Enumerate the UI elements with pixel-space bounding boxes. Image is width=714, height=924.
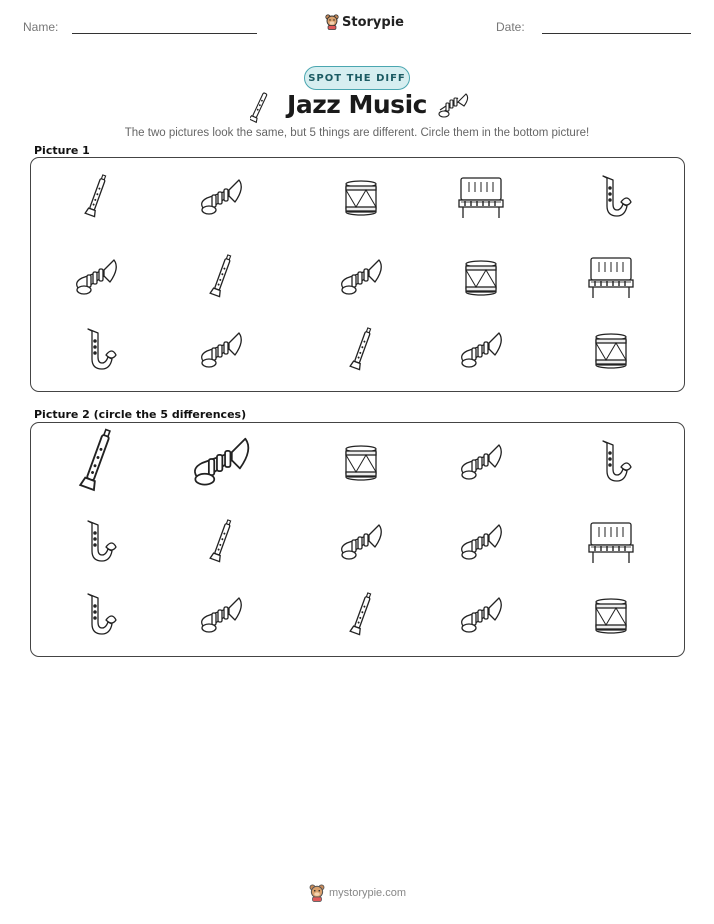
footer: [309, 884, 406, 902]
picture-2-trumpet-icon[interactable]: [202, 598, 242, 632]
footer-url[interactable]: mystorypie.com: [329, 887, 407, 899]
picture-2-trumpet-icon[interactable]: [462, 525, 502, 559]
picture-1-piano-icon: [589, 258, 633, 298]
picture-2-trumpet-icon[interactable]: [462, 445, 502, 479]
picture-2-drum-icon[interactable]: [346, 446, 376, 480]
picture-2-clarinet-icon[interactable]: [80, 428, 114, 490]
picture-2-saxophone-icon[interactable]: [603, 441, 631, 481]
picture-1-trumpet-icon: [202, 333, 242, 367]
picture-2-saxophone-icon[interactable]: [88, 521, 116, 561]
trumpet-decoration-icon: [436, 90, 472, 122]
brand-name: Storypie: [342, 14, 404, 30]
picture-1-trumpet-icon: [462, 333, 502, 367]
name-label: Name:: [23, 20, 59, 34]
picture-1-drum-icon: [466, 261, 496, 295]
picture-2-trumpet-icon[interactable]: [195, 439, 248, 485]
picture-1-clarinet-icon: [350, 327, 374, 370]
bear-mascot-icon: [325, 14, 339, 30]
picture-2-saxophone-icon[interactable]: [88, 594, 116, 634]
picture-1-saxophone-icon: [603, 176, 631, 216]
picture-1-trumpet-icon: [202, 180, 242, 214]
name-line[interactable]: [72, 33, 257, 34]
picture-2-grid[interactable]: [31, 423, 684, 656]
instructions-text: The two pictures look the same, but 5 things are different. Circle them in the bottom picture!: [124, 127, 590, 139]
picture-1-grid: [31, 158, 684, 391]
picture-1-trumpet-icon: [342, 260, 382, 294]
picture-2-trumpet-icon[interactable]: [342, 525, 382, 559]
picture-1-drum-icon: [596, 334, 626, 368]
picture-1-drum-icon: [346, 181, 376, 215]
picture-1-trumpet-icon: [77, 260, 117, 294]
page-title: Jazz Music: [287, 90, 427, 119]
picture-2-clarinet-icon[interactable]: [350, 592, 374, 635]
picture-1-label: Picture 1: [34, 144, 90, 157]
picture-1-saxophone-icon: [88, 329, 116, 369]
picture-1-panel: [30, 157, 685, 392]
picture-2-clarinet-icon[interactable]: [210, 519, 234, 562]
picture-1-clarinet-icon: [210, 254, 234, 297]
date-label: Date:: [496, 20, 525, 34]
spot-the-diff-badge: SPOT THE DIFF: [304, 66, 410, 90]
brand-logo: [325, 14, 404, 30]
picture-2-panel[interactable]: [30, 422, 685, 657]
picture-2-label: Picture 2 (circle the 5 differences): [34, 408, 247, 421]
picture-2-piano-icon[interactable]: [589, 523, 633, 563]
picture-1-clarinet-icon: [85, 174, 109, 217]
date-line[interactable]: [542, 33, 691, 34]
bear-mascot-icon: [309, 884, 325, 902]
picture-2-trumpet-icon[interactable]: [462, 598, 502, 632]
picture-2-drum-icon[interactable]: [596, 599, 626, 633]
picture-1-piano-icon: [459, 178, 503, 218]
